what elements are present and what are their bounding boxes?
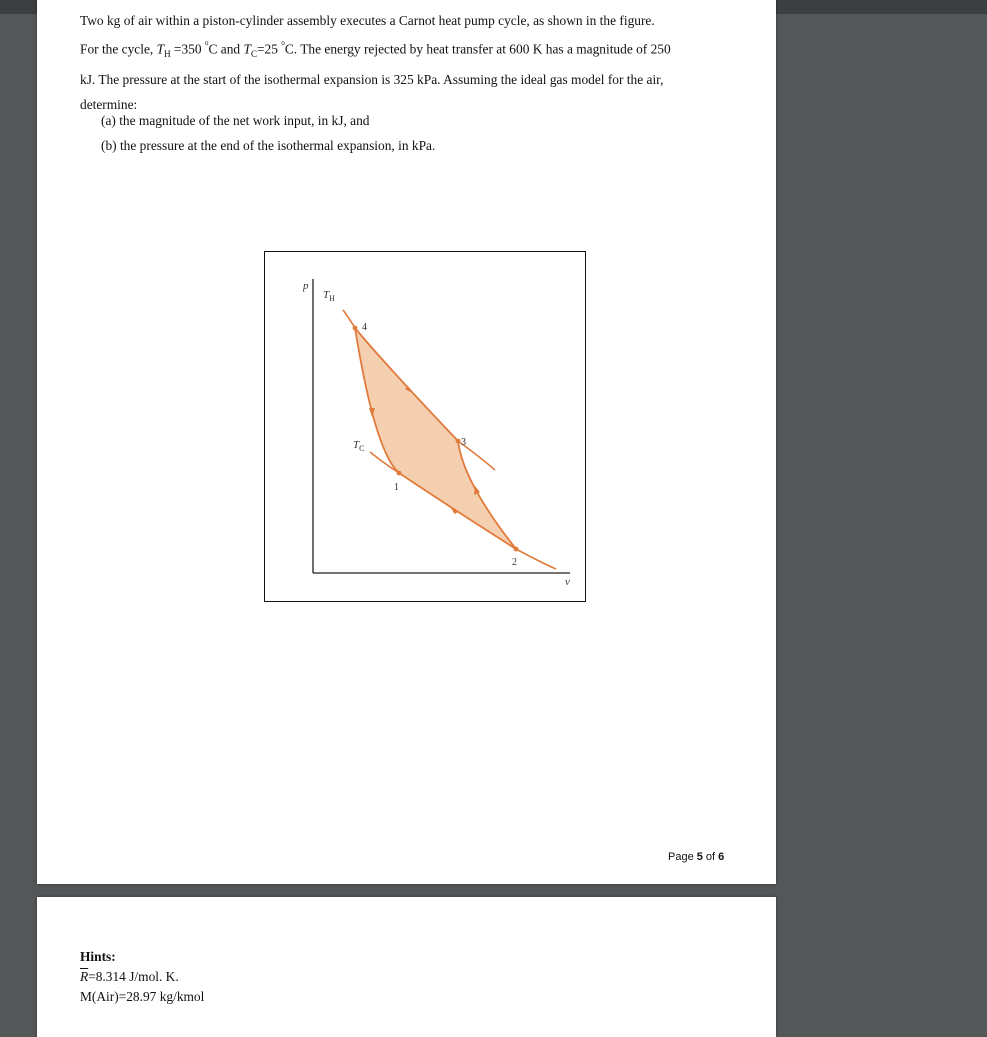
hints-title: Hints: bbox=[80, 949, 116, 964]
th-label: $T_H$ bbox=[323, 289, 335, 303]
problem-line-3: kJ. The pressure at the start of the isothermal expansion is 325 kPa. Assuming the ideal gas model for the air, bbox=[80, 72, 664, 88]
part-a: (a) the magnitude of the net work input, in kJ, and bbox=[101, 113, 370, 128]
hint-molar-mass: M(Air)=28.97 kg/kmol bbox=[80, 989, 205, 1004]
state-label-4: 4 bbox=[362, 322, 367, 333]
document-page-6 bbox=[37, 897, 776, 1037]
v-axis-label: v bbox=[565, 576, 570, 588]
state-label-2: 2 bbox=[512, 557, 517, 568]
tc-isotherm-extension-lower bbox=[516, 549, 556, 569]
part-b: (b) the pressure at the end of the isothermal expansion, in kPa. bbox=[101, 138, 436, 153]
p-axis-label: p bbox=[303, 280, 309, 292]
state-point-2 bbox=[514, 547, 519, 552]
document-page-5 bbox=[37, 0, 776, 884]
pv-diagram bbox=[264, 251, 586, 602]
state-label-3: 3 bbox=[461, 437, 466, 448]
problem-line-1: Two kg of air within a piston-cylinder assembly executes a Carnot heat pump cycle, as shown in the figure. bbox=[80, 13, 655, 28]
th-isotherm-extension-upper bbox=[343, 310, 355, 328]
state-point-4 bbox=[353, 326, 358, 331]
problem-statement bbox=[80, 8, 740, 117]
state-point-3 bbox=[456, 439, 461, 444]
problem-line-2: For the cycle, $T_H =350$ $^{^0}$C and $T_C=25$ $^{^0}$C. The energy rejected by heat transfer at 600 K has a magnitude of 250 bbox=[80, 40, 671, 60]
state-label-1: 1 bbox=[394, 482, 399, 493]
hint-gas-constant: $\overline{R}=8.314$ J/mol. K. bbox=[80, 969, 179, 984]
hints-section bbox=[80, 947, 204, 1007]
state-point-1 bbox=[397, 471, 402, 476]
problem-parts bbox=[101, 108, 435, 158]
tc-label: $T_C$ bbox=[353, 439, 365, 453]
problem-line-4: determine: bbox=[80, 97, 138, 113]
page-number: Page 5 of 6 bbox=[668, 851, 725, 863]
